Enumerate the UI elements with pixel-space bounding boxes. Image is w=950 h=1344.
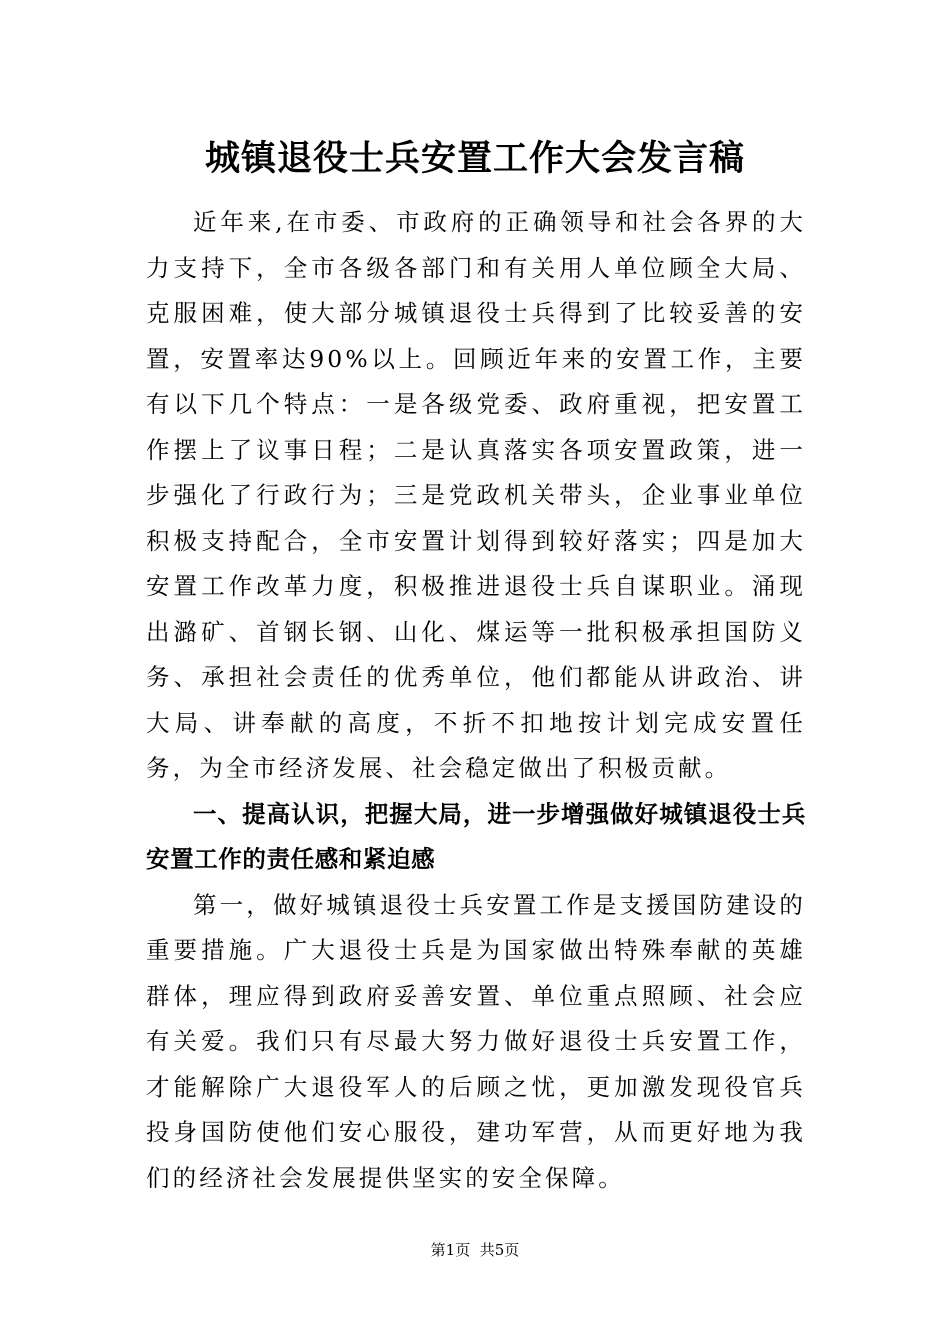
section-heading-1: 一、提高认识，把握大局，进一步增强做好城镇退役士兵安置工作的责任感和紧迫感 [146,799,806,873]
page-footer [0,1240,950,1260]
page-total: 共5页 [479,1241,520,1259]
section-1-paragraph-1: 第一，做好城镇退役士兵安置工作是支援国防建设的重要措施。广大退役士兵是为国家做出特殊奉献的英雄群体，理应得到政府妥善安置、单位重点照顾、社会应有关爱。我们只有尽最大努力做好退役士兵安置工作，才能解除广大退役军人的后顾之忧，更加激发现役官兵投身国防使他们安心服役，建功军营，从而更好地为我们的经济社会发展提供坚实的安全保障。 [146,890,806,1192]
intro-paragraph: 近年来,在市委、市政府的正确领导和社会各界的大力支持下，全市各级各部门和有关用人单位顾全大局、克服困难，使大部分城镇退役士兵得到了比较妥善的安置，安置率达90%以上。回顾近年来的安置工作，主要有以下几个特点：一是各级党委、政府重视，把安置工作摆上了议事日程；二是认真落实各项安置政策，进一步强化了行政行为；三是党政机关带头，企业事业单位积极支持配合，全市安置计划得到较好落实；四是加大安置工作改革力度，积极推进退役士兵自谋职业。涌现出潞矿、首钢长钢、山化、煤运等一批积极承担国防义务、承担社会责任的优秀单位，他们都能从讲政治、讲大局、讲奉献的高度，不折不扣地按计划完成安置任务，为全市经济发展、社会稳定做出了积极贡献。 [146,208,806,782]
document-title: 城镇退役士兵安置工作大会发言稿 [204,138,745,179]
page-number: 第1页 [430,1241,471,1259]
document-body [146,200,806,1201]
